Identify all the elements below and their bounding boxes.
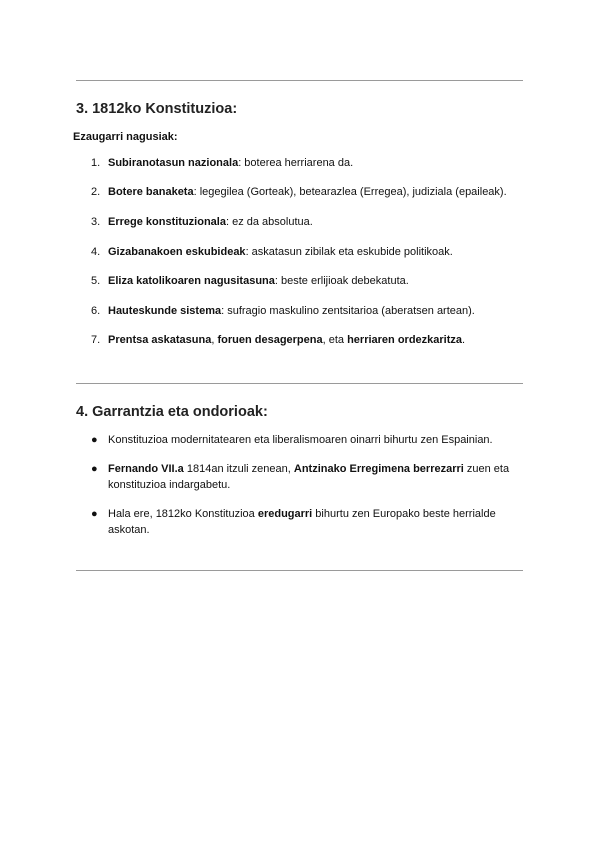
section-3-heading: 3. 1812ko Konstituzioa:	[76, 101, 238, 117]
item-text: : sufragio maskulino zentsitarioa (aberatsen artean).	[221, 305, 475, 317]
item-text: : legegilea (Gorteak), betearazlea (Erregea), judiziala (epaileak).	[193, 186, 507, 198]
item-text: : askatasun zibilak eta eskubide politikoak.	[245, 246, 453, 258]
list-item	[91, 334, 465, 346]
item-number: 6.	[91, 305, 101, 317]
bullet-text	[108, 432, 521, 448]
divider-bottom	[76, 570, 523, 571]
list-item	[91, 186, 507, 198]
item-number: 4.	[91, 246, 101, 258]
list-item	[91, 305, 475, 317]
item-number: 7.	[91, 334, 101, 346]
bullet-icon: ●	[91, 463, 98, 475]
item-text: : boterea herriarena da.	[238, 157, 354, 169]
bold-term: Gizabanakoen eskubideak	[108, 246, 246, 258]
bullet-icon: ●	[91, 508, 98, 520]
item-text: zuen eta konstituzioa indargabetu.	[108, 463, 510, 491]
bold-term: Botere banaketa	[108, 186, 194, 198]
bold-term: Antzinako Erregimena berrezarri	[293, 463, 464, 475]
item-text: : beste erlijioak debekatuta.	[274, 275, 409, 287]
list-item	[91, 216, 313, 228]
section-3-subheading: Ezaugarri nagusiak:	[73, 131, 178, 143]
section-4-heading: 4. Garrantzia eta ondorioak:	[76, 404, 268, 420]
list-item	[91, 432, 521, 448]
item-text: , eta	[322, 334, 348, 346]
list-item	[91, 246, 453, 258]
bullet-text	[108, 506, 521, 538]
bold-term: eredugarri	[257, 508, 313, 520]
item-text: : ez da absolutua.	[225, 216, 313, 228]
bullet-icon: ●	[91, 434, 98, 446]
item-text: 1814an itzuli zenean,	[183, 463, 294, 475]
item-text: .	[462, 334, 466, 346]
bold-term: Prentsa askatasuna	[108, 334, 212, 346]
bold-term: herriaren ordezkaritza	[347, 334, 463, 346]
divider-middle	[76, 383, 523, 384]
item-number: 5.	[91, 275, 101, 287]
item-number: 2.	[91, 186, 101, 198]
bold-term: Subiranotasun nazionala	[108, 157, 239, 169]
item-text: Hala ere, 1812ko Konstituzioa	[108, 508, 258, 520]
bullet-text	[108, 461, 521, 493]
item-number: 1.	[91, 157, 101, 169]
list-item	[91, 461, 521, 493]
item-text: ,	[211, 334, 218, 346]
bold-term: Errege konstituzionala	[108, 216, 226, 228]
list-item	[91, 275, 409, 287]
divider-top	[76, 80, 523, 81]
bold-term: foruen desagerpena	[217, 334, 323, 346]
bold-term: Eliza katolikoaren nagusitasuna	[108, 275, 275, 287]
item-text: bihurtu zen Europako beste herrialde askotan.	[108, 508, 496, 536]
list-item	[91, 157, 353, 169]
bold-term: Fernando VII.a	[108, 463, 184, 475]
list-item	[91, 506, 521, 538]
item-number: 3.	[91, 216, 101, 228]
bold-term: Hauteskunde sistema	[108, 305, 222, 317]
item-text: Konstituzioa modernitatearen eta liberalismoaren oinarri bihurtu zen Espainian.	[108, 434, 493, 446]
